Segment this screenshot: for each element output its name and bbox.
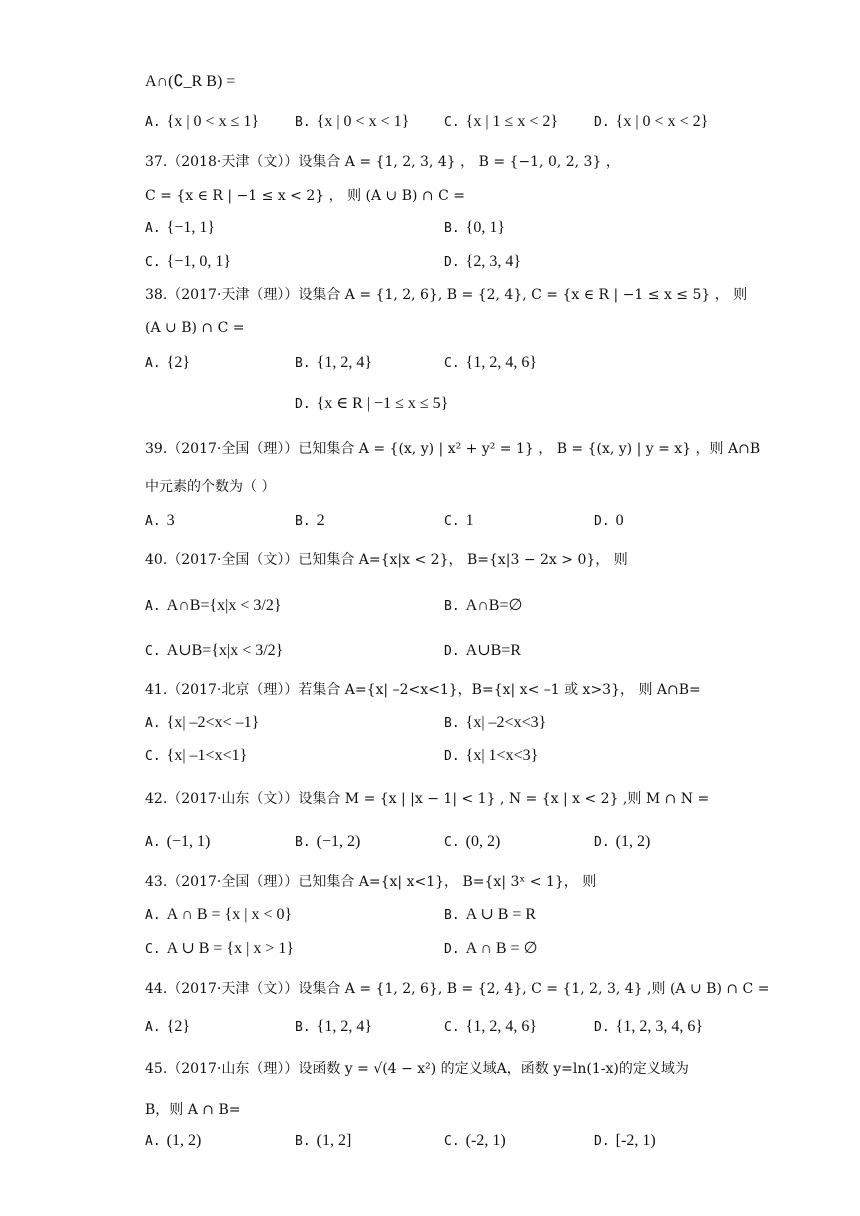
option-label: D. [594,514,610,529]
option-label: C. [444,356,460,371]
option-label: B. [295,1020,311,1035]
option-value: (−1, 2) [316,833,361,850]
q44-option-a[interactable] [145,1017,190,1038]
option-label: B. [295,514,311,529]
option-value: 0 [615,512,624,529]
option-label: D. [295,397,311,412]
option-label: C. [145,942,161,957]
q42-option-b[interactable] [295,832,360,853]
q41-option-d[interactable] [444,746,538,767]
option-label: C. [145,255,161,270]
option-value: {x | 1 ≤ x < 2} [465,113,559,130]
q39-stem-line2: 中元素的个数为（ ） [145,479,276,495]
q45-stem-line2: B，则 A ∩ B= [145,1102,241,1118]
q37-option-c[interactable] [145,252,231,273]
option-value: A ∪ B = R [465,906,537,923]
option-value: {x| –2<x< –1} [166,714,260,731]
set-expression-header: A∩(∁_R B) = [145,73,236,90]
option-value: {2, 3, 4} [465,253,522,270]
q39-option-d[interactable] [594,511,624,532]
option-value: {0, 1} [465,219,506,236]
option-label: D. [444,749,460,764]
option-label: B. [444,221,460,236]
option-value: {x| –1<x<1} [166,747,248,764]
q43-option-a[interactable] [145,905,292,926]
option-value: {2} [166,1018,191,1035]
option-label: A. [145,1020,161,1035]
option-value: (-2, 1) [465,1132,506,1149]
option-value: {x| 1<x<3} [465,747,539,764]
q36-option-a[interactable] [145,112,259,133]
option-value: (1, 2] [316,1132,352,1149]
q44-stem-line1: 44.（2017·天津（文））设集合 A = {1, 2, 6}, B = {2, 4}, C = {1, 2, 3, 4} ,则 (A ∪ B) ∩ C = [145,981,770,997]
q37-option-b[interactable] [444,218,505,239]
option-label: A. [145,356,161,371]
q45-stem-line1: 45.（2017·山东（理））设函数 y = √(4 − x²) 的定义域A，函数 y=ln(1-x)的定义域为 [145,1061,689,1077]
option-label: A. [145,514,161,529]
option-value: A ∪ B = {x | x > 1} [166,940,295,957]
q43-option-b[interactable] [444,905,536,926]
q42-option-d[interactable] [594,832,650,853]
q39-stem-line1: 39.（2017·全国（理））已知集合 A = {(x, y) | x² + y² = 1} ， B = {(x, y) | y = x} ，则 A∩B [145,441,761,457]
option-value: A ∩ B = ∅ [465,940,538,957]
option-value: A∩B=∅ [465,597,523,614]
option-label: A. [145,1134,161,1149]
q45-option-b[interactable] [295,1131,351,1152]
option-value: 3 [166,512,175,529]
q38-option-a[interactable] [145,353,190,374]
q39-option-c[interactable] [444,511,474,532]
q38-option-c[interactable] [444,353,537,374]
q45-option-a[interactable] [145,1131,201,1152]
q40-option-b[interactable] [444,596,522,617]
option-label: A. [145,115,161,130]
option-value: A∪B={x|x < 3/2} [166,642,284,659]
option-label: B. [444,599,460,614]
q43-option-c[interactable] [145,939,294,960]
option-value: A∩B={x|x < 3/2} [166,597,282,614]
q38-option-d[interactable] [295,394,448,415]
q36-option-c[interactable] [444,112,558,133]
q42-option-c[interactable] [444,832,500,853]
option-label: D. [444,942,460,957]
q41-option-a[interactable] [145,713,259,734]
q44-option-d[interactable] [594,1017,703,1038]
q42-option-a[interactable] [145,832,210,853]
option-value: {1, 2, 4, 6} [465,1018,538,1035]
option-label: B. [295,115,311,130]
q37-option-d[interactable] [444,252,521,273]
option-value: {1, 2, 3, 4, 6} [615,1018,704,1035]
q38-option-b[interactable] [295,353,372,374]
option-value: A ∩ B = {x | x < 0} [166,906,293,923]
option-label: B. [295,1134,311,1149]
q39-option-a[interactable] [145,511,175,532]
option-value: {x | 0 < x < 1} [316,113,410,130]
q40-option-a[interactable] [145,596,282,617]
option-label: C. [145,644,161,659]
q38-stem-line2: (A ∪ B) ∩ C = [145,320,245,336]
option-label: A. [145,716,161,731]
option-value: (−1, 1) [166,833,211,850]
q38-stem-line1: 38.（2017·天津（理））设集合 A = {1, 2, 6}, B = {2, 4}, C = {x ∈ R | −1 ≤ x ≤ 5} ， 则 [145,287,748,303]
q43-stem-line1: 43.（2017·全国（理））已知集合 A={x| x<1}， B={x| 3ˣ < 1}， 则 [145,874,597,890]
option-label: C. [444,1020,460,1035]
q36-option-d[interactable] [594,112,708,133]
q40-stem-line1: 40.（2017·全国（文））已知集合 A={x|x < 2}， B={x|3 − 2x > 0}， 则 [145,552,628,568]
option-label: B. [444,908,460,923]
option-label: B. [295,356,311,371]
option-label: A. [145,835,161,850]
q44-option-b[interactable] [295,1017,372,1038]
option-label: D. [594,835,610,850]
option-value: {−1, 0, 1} [166,253,232,270]
option-value: {2} [166,354,191,371]
option-value: {x | 0 < x < 2} [615,113,709,130]
option-value: 2 [316,512,325,529]
option-label: D. [444,255,460,270]
option-label: B. [444,716,460,731]
option-label: A. [145,599,161,614]
q40-option-d[interactable] [444,641,521,662]
q37-stem-line2: C = {x ∈ R | −1 ≤ x < 2} ， 则 (A ∪ B) ∩ C = [145,188,466,204]
option-value: {x ∈ R | −1 ≤ x ≤ 5} [316,395,449,412]
option-value: (1, 2) [615,833,651,850]
option-label: C. [145,749,161,764]
option-label: A. [145,908,161,923]
option-value: (1, 2) [166,1132,202,1149]
q37-option-a[interactable] [145,218,215,239]
option-label: B. [295,835,311,850]
q45-option-c[interactable] [444,1131,506,1152]
option-value: {x | 0 < x ≤ 1} [166,113,260,130]
q41-stem-line1: 41.（2017·北京（理））若集合 A={x| –2<x<1}，B={x| x< –1 或 x>3}， 则 A∩B= [145,682,701,698]
option-value: {1, 2, 4} [316,354,373,371]
option-value: A∪B=R [465,642,521,659]
q37-stem-line1: 37.（2018·天津（文））设集合 A = {1, 2, 3, 4} ， B = {−1, 0, 2, 3} ， [145,154,620,170]
option-label: C. [444,835,460,850]
option-value: {1, 2, 4, 6} [465,354,538,371]
option-value: {−1, 1} [166,219,216,236]
option-label: D. [594,1134,610,1149]
option-value: [-2, 1) [615,1132,656,1149]
q45-option-d[interactable] [594,1131,656,1152]
option-value: 1 [465,512,474,529]
option-value: {x| –2<x<3} [465,714,547,731]
q42-stem-line1: 42.（2017·山东（文））设集合 M = {x | |x − 1| < 1} , N = {x | x < 2} ,则 M ∩ N = [145,791,710,807]
option-label: A. [145,221,161,236]
q39-option-b[interactable] [295,511,325,532]
q41-option-c[interactable] [145,746,247,767]
option-label: C. [444,514,460,529]
q41-option-b[interactable] [444,713,546,734]
option-label: C. [444,1134,460,1149]
option-label: D. [594,1020,610,1035]
option-value: {1, 2, 4} [316,1018,373,1035]
option-label: D. [594,115,610,130]
q36-option-b[interactable] [295,112,409,133]
option-value: (0, 2) [465,833,501,850]
q43-option-d[interactable] [444,939,538,960]
option-label: D. [444,644,460,659]
q44-option-c[interactable] [444,1017,537,1038]
q40-option-c[interactable] [145,641,283,662]
option-label: C. [444,115,460,130]
